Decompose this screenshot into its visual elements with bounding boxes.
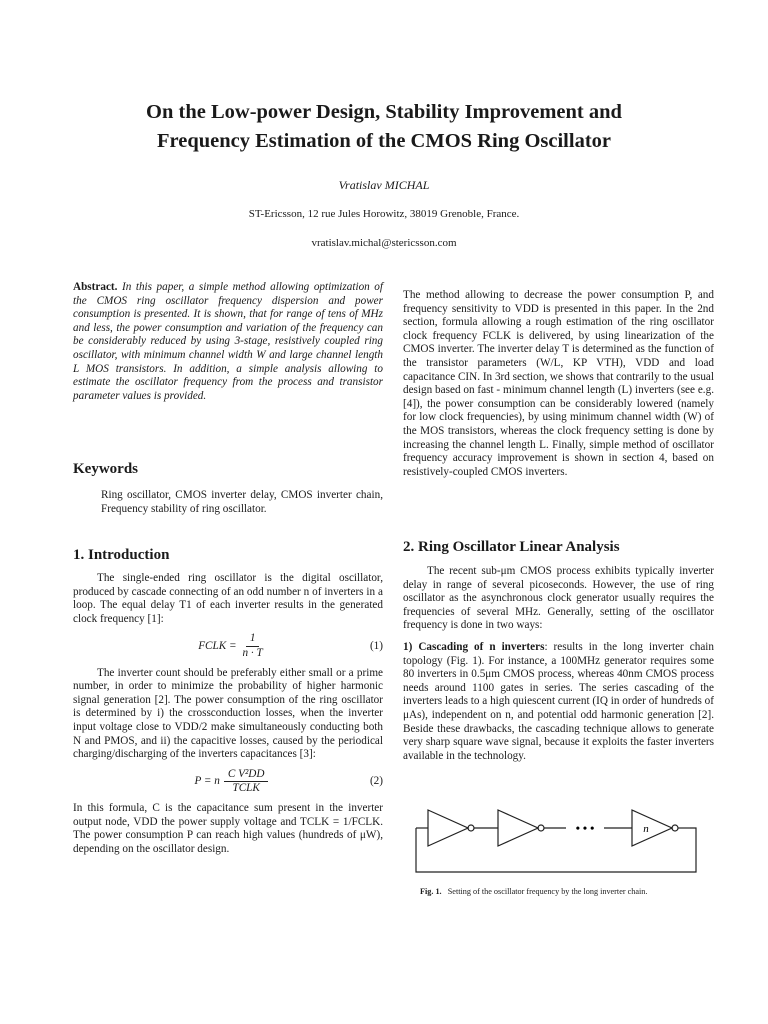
right-intro-paragraph: The method allowing to decrease the power consumption P, and frequency sensitivity to VDD is presented in this paper. In the 2nd section, formula allowing a rough estimation of the ring oscillator clock frequency FCLK is delivered, by using linearization of the CMOS inverter. The inverter delay T is determined as the function of the transistor parameters (W/L, KP VTH), VDD and load capacitance CIN. In 3rd section, we shows that contrarily to the usual design based on fast - minimum channel length (L) inverters (see e.g. [4]), the power consumption can be considerably lowered (namely for low clock frequencies), by using minimum channel width (W) of the MOS transistors, whereas the clock frequency setting is done by increasing the channel length L. Finally, simple method of oscillator frequency accuracy improvement is shown in section 4, based on resistively-coupled CMOS inverters. xyxy=(403,289,714,478)
title-line-2: Frequency Estimation of the CMOS Ring Oscillator xyxy=(156,130,611,152)
affiliation: ST-Ericsson, 12 rue Jules Horowitz, 38019 Grenoble, France. xyxy=(248,208,520,220)
fig-n-label: n xyxy=(643,823,649,835)
inverter-n-icon xyxy=(632,810,672,846)
figure-caption xyxy=(420,886,710,897)
ring-paragraph-2-label: 1) Cascading of n inverters xyxy=(403,640,545,653)
eq1-number: (1) xyxy=(369,639,383,652)
author: Vratislav MICHAL xyxy=(338,178,430,192)
eq2-lhs: P = n xyxy=(194,775,220,788)
intro-heading: 1. Introduction xyxy=(73,547,170,563)
abstract-text: In this paper, a simple method allowing optimization of the CMOS ring oscillator frequency dispersion and power consumption is presented. It is shown, that for range of tens of MHz and less, the power consumption and variation of the frequency can be considerably reduced by using 3-stage, resistively coupled ring oscillator, with minimum channel width W and large channel length L MOS transistors. In addition, a simple analysis allowing to estimate the oscillator frequency from the process and transistor parameter values is provided. xyxy=(73,281,384,402)
eq1-lhs: FCLK = xyxy=(198,639,237,652)
inverter-1-icon xyxy=(428,810,468,846)
ring-section xyxy=(403,565,714,763)
feedback-wire xyxy=(416,828,696,872)
intro-paragraph-3: In this formula, C is the capacitance sum present in the inverter output node, VDD the power supply voltage and TCLK = 1/FCLK. The power consumption P can reach high values (hundreds of μW), depending on the oscillator design. xyxy=(73,801,383,855)
email: vratislav.michal@stericsson.com xyxy=(311,237,457,249)
ring-paragraph-2: : results in the long inverter chain topology (Fig. 1). For instance, a 100MHz generator requires some 80 inverters in 0.5μm CMOS process, whereas 40nm CMOS process needs around 1100 gates in series. The series cascading of the inverters leads to a high quiescent current (IQ in order of hundreds of μAs), independent on n, and potential odd harmonic generation [2]. Beside these drawbacks, the cascading technique allows to generate very sharp square wave signal, because it exploits the faster inverters available in the technology. xyxy=(403,640,714,762)
intro-paragraph-2: The inverter count should be preferably either small or a prime number, in order to minimize the probability of higher harmonic signal generation [2]. The power consumption of the ring oscillator is determined by i) the crossconduction losses, when the inverter input voltage close to VDD/2 make simultaneously conducting both N and PMOS, and ii) the capacitive losses, caused by the periodical charging/discharging of the inverters capacitances [3]: xyxy=(73,666,383,761)
equation-1 xyxy=(73,632,383,660)
eq1-numerator: 1 xyxy=(246,632,260,647)
ring-heading: 2. Ring Oscillator Linear Analysis xyxy=(403,539,620,555)
eq2-denominator: TCLK xyxy=(232,782,260,795)
ring-paragraph-1: The recent sub-μm CMOS process exhibits typically inverter delay in range of several picoseconds. However, the use of ring oscillator as the asynchronous clock generator usually requires the frequencies of several MHz. Generally, setting of the oscillator frequency is done in two ways: xyxy=(403,565,714,632)
title-line-1: On the Low-power Design, Stability Improvement and xyxy=(146,101,622,123)
intro-paragraph-1: The single-ended ring oscillator is the digital oscillator, produced by cascade connecting of an odd number n of inverters in a loop. The equal delay T1 of each inverter results in the generated clock frequency [1]: xyxy=(73,572,383,625)
eq1-denominator: n · T xyxy=(242,646,263,659)
abstract xyxy=(73,281,383,403)
fig-ellipsis: • • • xyxy=(575,821,595,835)
equation-2 xyxy=(73,768,383,796)
abstract-label: Abstract. xyxy=(73,281,118,293)
paper-title xyxy=(60,98,708,156)
intro-section xyxy=(73,572,383,856)
eq2-number: (2) xyxy=(369,775,383,788)
inverter-chain-figure xyxy=(406,808,706,878)
eq2-numerator: C V²DD xyxy=(224,768,269,783)
fig-caption-label: Fig. 1. xyxy=(420,887,442,896)
keywords-text: Ring oscillator, CMOS inverter delay, CMOS inverter chain, Frequency stability of ring oscillator. xyxy=(101,489,383,515)
inverter-2-icon xyxy=(498,810,538,846)
keywords-heading: Keywords xyxy=(73,461,138,477)
fig-caption-text: Setting of the oscillator frequency by the long inverter chain. xyxy=(447,887,648,896)
